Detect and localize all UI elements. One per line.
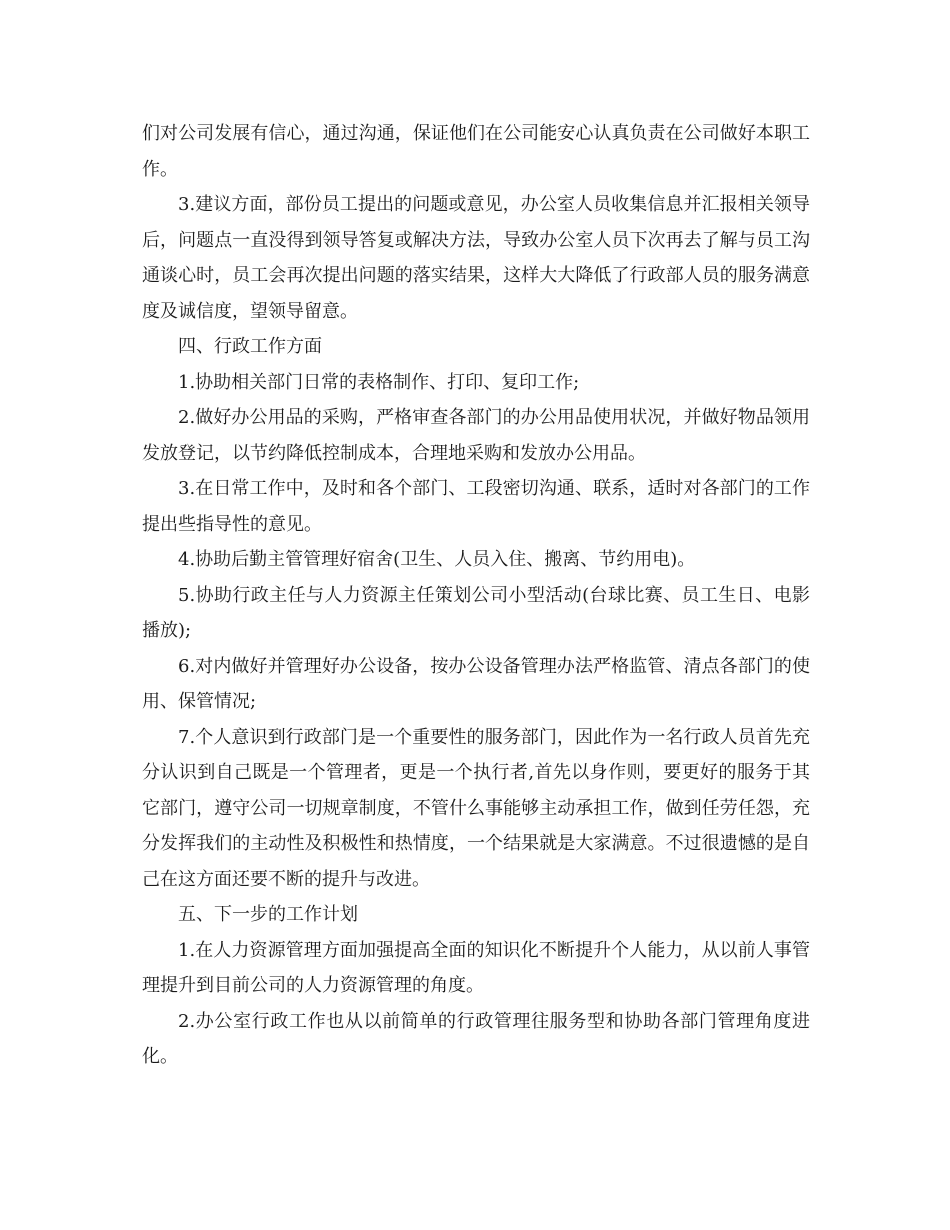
list-item-admin-4: 4.协助后勤主管管理好宿舍(卫生、人员入住、搬离、节约用电)。 <box>178 549 696 570</box>
list-item-admin-5: 5.协助行政主任与人力资源主任策划公司小型活动(台球比赛、员工生日、电影播放); <box>142 584 810 641</box>
section-heading-next-plan: 五、下一步的工作计划 <box>178 904 358 925</box>
list-item-admin-1: 1.协助相关部门日常的表格制作、打印、复印工作; <box>178 371 580 393</box>
document-body <box>142 116 810 1075</box>
list-item-plan-1: 1.在人力资源管理方面加强提高全面的知识化不断提升个人能力，从以前人事管理提升到目前公司的人力资源管理的角度。 <box>142 939 810 996</box>
paragraph-suggestion-item-3: 3.建议方面，部份员工提出的问题或意见，办公室人员收集信息并汇报相关领导后，问题点一直没得到领导答复或解决方法，导致办公室人员下次再去了解与员工沟通谈心时，员工会再次提出问题的落实结果，这样大大降低了行政部人员的服务满意度及诚信度，望领导留意。 <box>142 194 810 322</box>
list-item-admin-3: 3.在日常工作中，及时和各个部门、工段密切沟通、联系，适时对各部门的工作提出些指导性的意见。 <box>142 478 810 535</box>
paragraph-continuation: 们对公司发展有信心，通过沟通，保证他们在公司能安心认真负责在公司做好本职工作。 <box>142 123 810 180</box>
list-item-admin-7: 7.个人意识到行政部门是一个重要性的服务部门，因此作为一名行政人员首先充分认识到自己既是一个管理者，更是一个执行者,首先以身作则，要更好的服务于其它部门，遵守公司一切规章制度，不管什么事能够主动承担工作，做到任劳任怨，充分发挥我们的主动性及积极性和热情度，一个结果就是大家满意。不过很遗憾的是自己在这方面还要不断的提升与改进。 <box>142 726 810 890</box>
section-heading-admin-work: 四、行政工作方面 <box>178 336 322 357</box>
list-item-plan-2: 2.办公室行政工作也从以前简单的行政管理往服务型和协助各部门管理角度进化。 <box>142 1010 810 1067</box>
list-item-admin-2: 2.做好办公用品的采购，严格审查各部门的办公用品使用状况，并做好物品领用发放登记，以节约降低控制成本，合理地采购和发放办公用品。 <box>142 407 810 464</box>
list-item-admin-6: 6.对内做好并管理好办公设备，按办公设备管理办法严格监管、清点各部门的使用、保管情况; <box>142 655 810 712</box>
